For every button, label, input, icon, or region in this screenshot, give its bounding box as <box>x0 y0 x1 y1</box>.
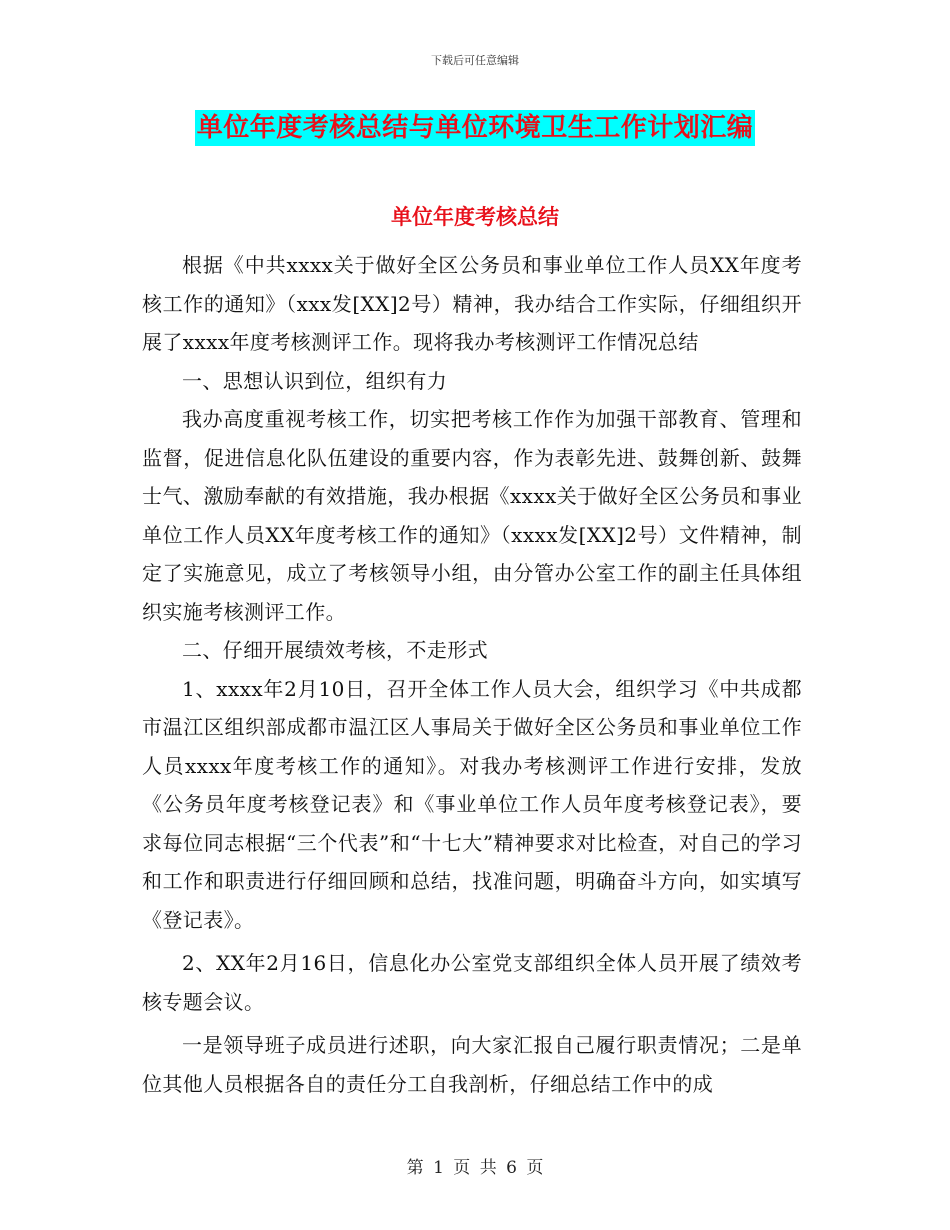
paragraph-item-2-detail: 一是领导班子成员进行述职，向大家汇报自己履行职责情况；二是单位其他人员根据各自的责任分工自我剖析，仔细总结工作中的成 <box>142 1033 802 1096</box>
section-title: 单位年度考核总结 <box>391 205 559 229</box>
paragraph-item-1: 1、xxxx年2月10日，召开全体工作人员大会，组织学习《中共成都市温江区组织部成都市温江区人事局关于做好全区公务员和事业单位工作人员xxxx年度考核工作的通知》。对我办考核测评工作进行安排，发放《公务员年度考核登记表》和《事业单位工作人员年度考核登记表》，要求每位同志根据“三个代表”和“十七大”精神要求对比检查，对自己的学习和工作和职责进行仔细回顾和总结，找准问题，明确奋斗方向，如实填写《登记表》。 <box>142 676 802 932</box>
main-title: 单位年度考核总结与单位环境卫生工作计划汇编 <box>195 110 756 146</box>
paragraph-section-1: 我办高度重视考核工作，切实把考核工作作为加强干部教育、管理和监督，促进信息化队伍建设的重要内容，作为表彰先进、鼓舞创新、鼓舞士气、激励奉献的有效措施，我办根据《xxxx关于做好全区公务员和事业单位工作人员XX年度考核工作的通知》（xxxx发[XX]2号）文件精神，制定了实施意见，成立了考核领导小组，由分管办公室工作的副主任具体组织实施考核测评工作。 <box>142 407 802 624</box>
heading-section-1: 一、思想认识到位，组织有力 <box>182 368 448 393</box>
page-footer: 第 1 页 共 6 页 <box>406 1158 544 1178</box>
document-body <box>142 246 802 1103</box>
paragraph-item-2: 2、XX年2月16日，信息化办公室党支部组织全体人员开展了绩效考核专题会议。 <box>142 951 802 1014</box>
paragraph-intro: 根据《中共xxxx关于做好全区公务员和事业单位工作人员XX年度考核工作的通知》（xxx发[XX]2号）精神，我办结合工作实际，仔细组织开展了xxxx年度考核测评工作。现将我办考核测评工作情况总结 <box>142 253 802 354</box>
main-title-container <box>0 110 950 146</box>
heading-section-2: 二、仔细开展绩效考核，不走形式 <box>182 638 488 662</box>
header-note: 下载后可任意编辑 <box>431 54 519 67</box>
